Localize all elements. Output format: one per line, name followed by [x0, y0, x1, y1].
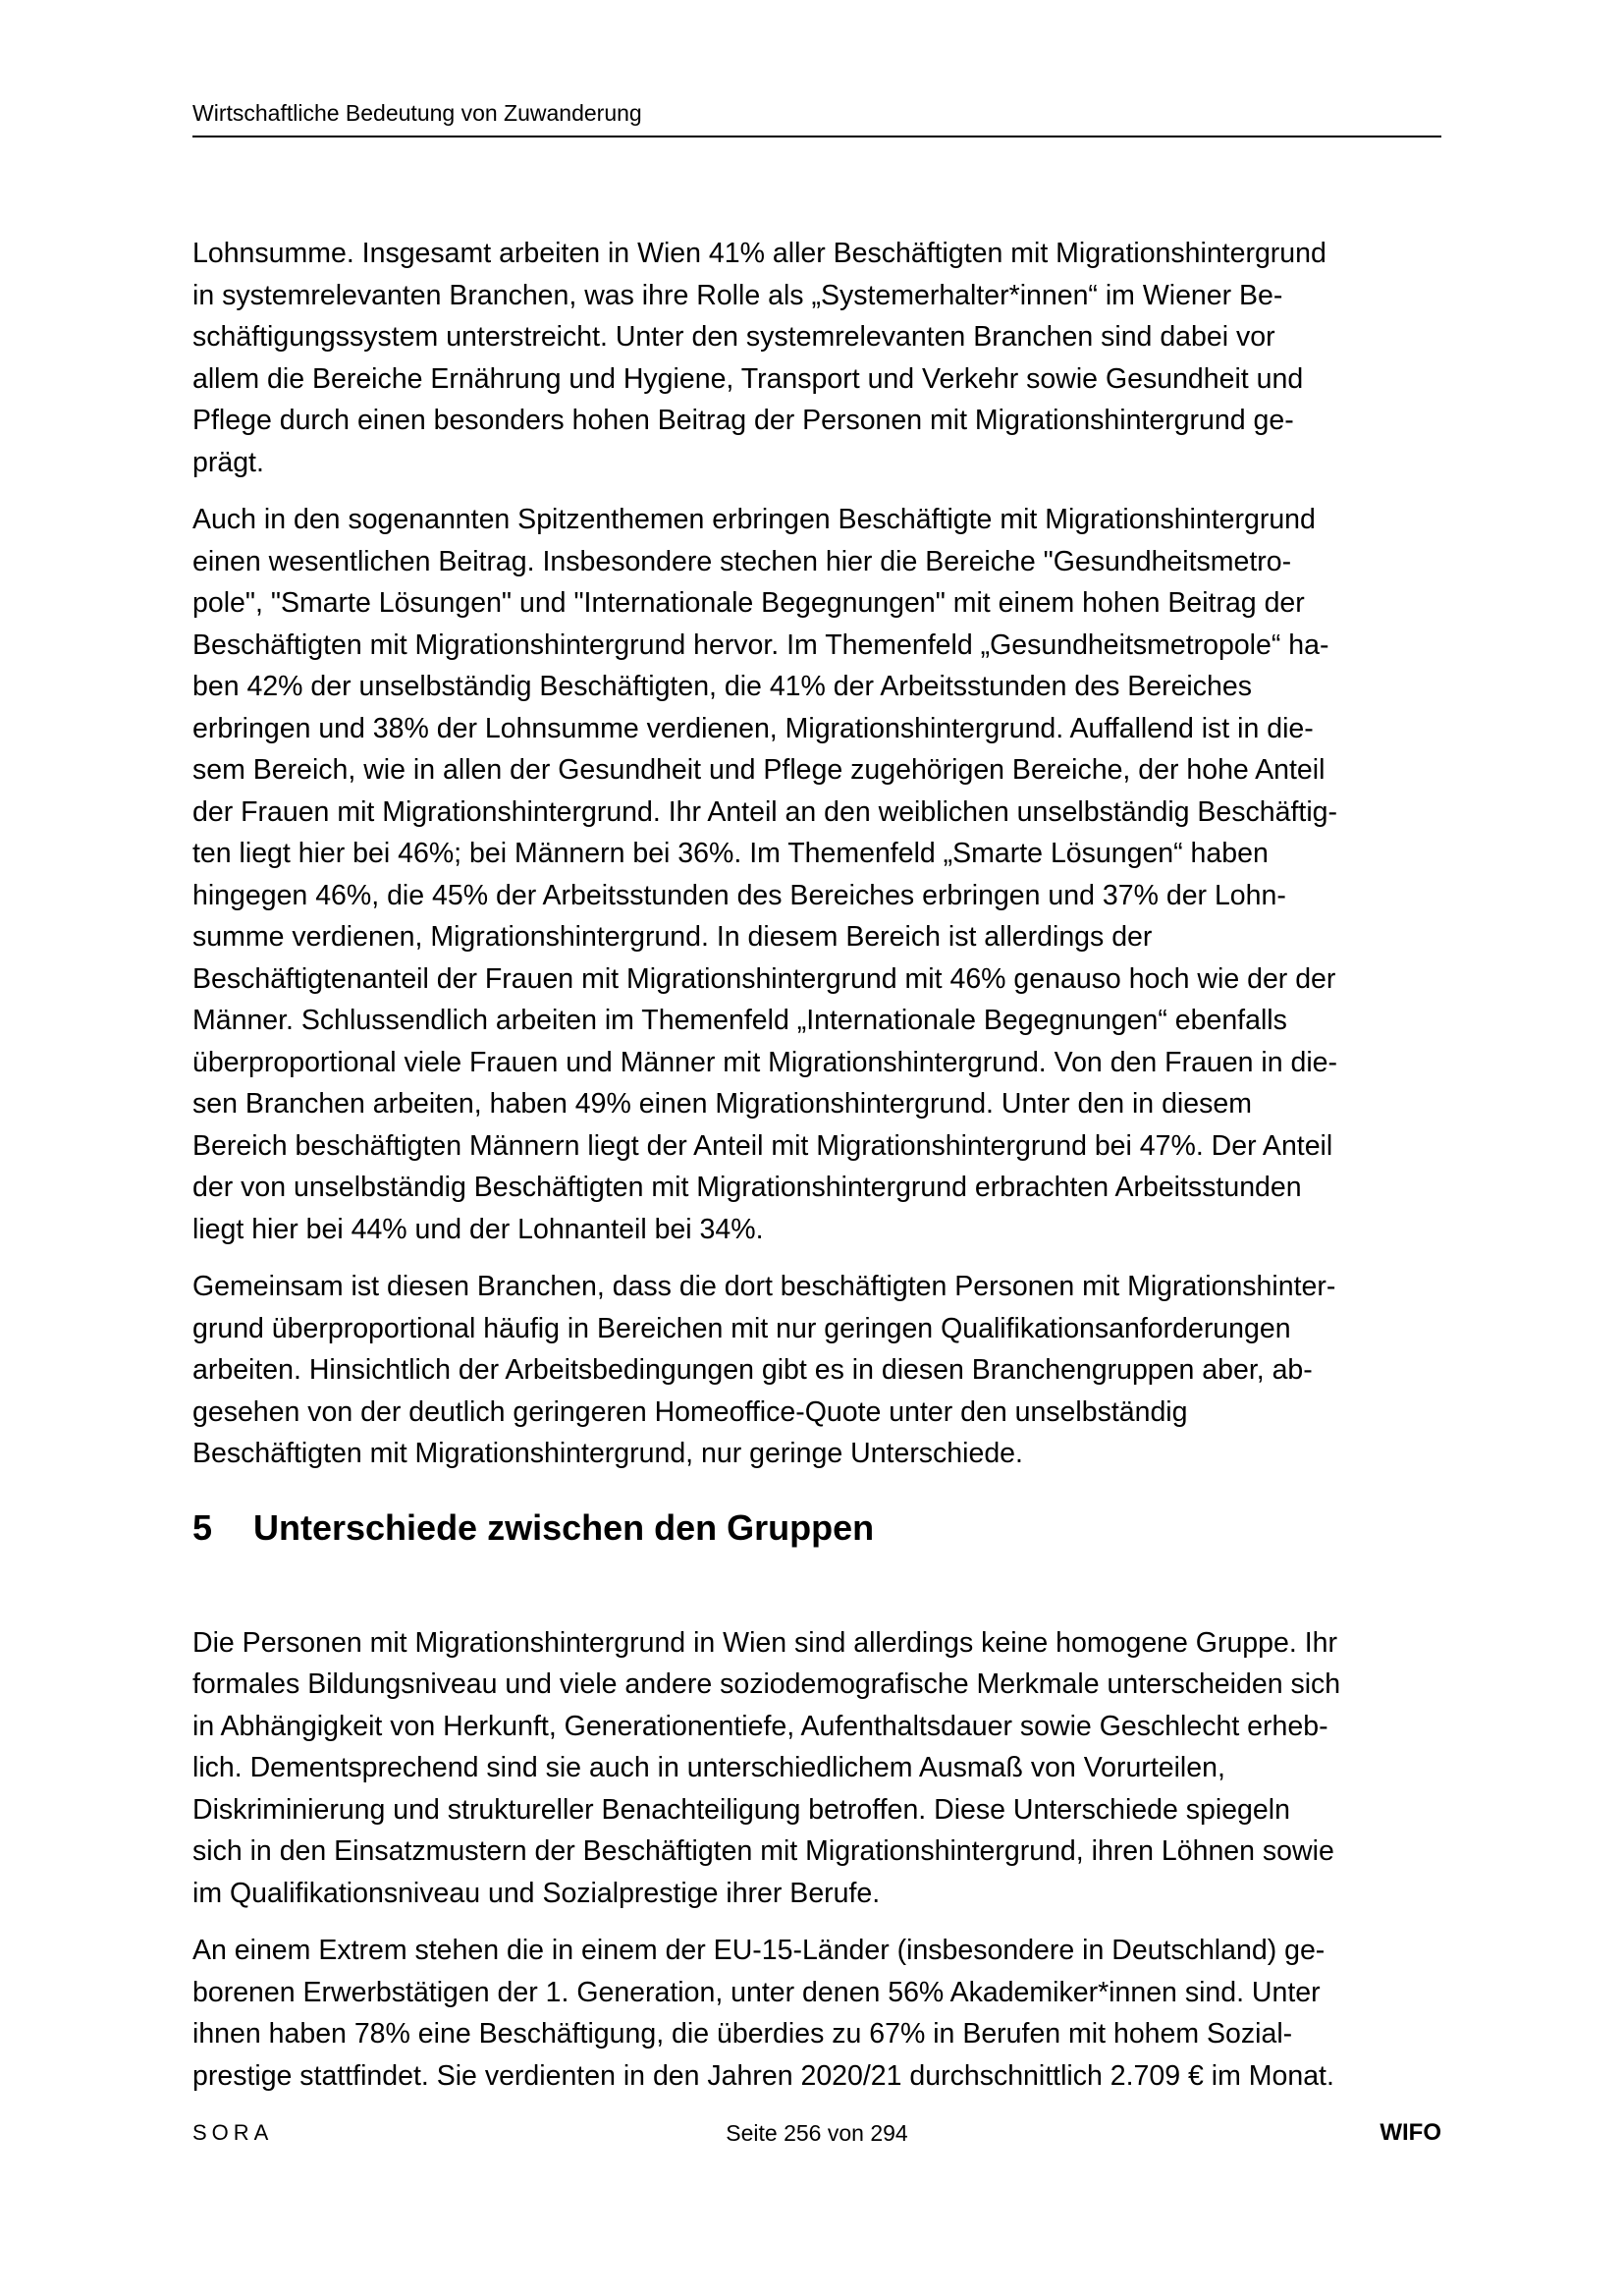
text-line: Bereich beschäftigten Männern liegt der Anteil mit Migrationshintergrund bei 47%. Der Anteil: [192, 1129, 1333, 1162]
text-line: sen Branchen arbeiten, haben 49% einen Migrationshintergrund. Unter den in diesem: [192, 1088, 1252, 1120]
page-body: [192, 233, 1441, 2112]
text-line: ben 42% der unselbständig Beschäftigten, die 41% der Arbeitsstunden des Bereiches: [192, 671, 1252, 702]
section-heading: [192, 1504, 1441, 1552]
text-line: lich. Dementsprechend sind sie auch in unterschiedlichem Ausmaß von Vorurteilen,: [192, 1752, 1225, 1783]
text-line: Pflege durch einen besonders hohen Beitrag der Personen mit Migrationshintergrund ge-: [192, 405, 1294, 436]
body-paragraph: [192, 1266, 1441, 1475]
text-line: prägt.: [192, 446, 264, 478]
page-footer: [192, 2116, 1441, 2150]
text-line: An einem Extrem stehen die in einem der EU-15-Länder (insbesondere in Deutschland) ge-: [192, 1935, 1326, 1966]
text-line: liegt hier bei 44% und der Lohnanteil bei 34%.: [192, 1213, 764, 1245]
text-line: der Frauen mit Migrationshintergrund. Ihr Anteil an den weiblichen unselbständig Beschäftig-: [192, 795, 1337, 828]
text-line: formales Bildungsniveau und viele andere soziodemografische Merkmale unterscheiden sich: [192, 1668, 1341, 1700]
text-line: Beschäftigtenanteil der Frauen mit Migrationshintergrund mit 46% genauso hoch wie der der: [192, 962, 1336, 995]
text-line: prestige stattfindet. Sie verdienten in den Jahren 2020/21 durchschnittlich 2.709 € im Monat.: [192, 2059, 1334, 2092]
text-line: sich in den Einsatzmustern der Beschäftigten mit Migrationshintergrund, ihren Löhnen sowie: [192, 1835, 1334, 1867]
text-line: arbeiten. Hinsichtlich der Arbeitsbedingungen gibt es in diesen Branchengruppen aber, ab-: [192, 1354, 1313, 1386]
running-header-title: Wirtschaftliche Bedeutung von Zuwanderung: [192, 100, 642, 126]
text-line: erbringen und 38% der Lohnsumme verdienen, Migrationshintergrund. Auffallend ist in die-: [192, 712, 1314, 744]
text-line: gesehen von der deutlich geringeren Homeoffice-Quote unter den unselbständig: [192, 1395, 1188, 1428]
text-line: pole", "Smarte Lösungen" und "Internationale Begegnungen" mit einem hohen Beitrag der: [192, 587, 1305, 619]
section-paragraph: [192, 1930, 1441, 2097]
text-line: im Qualifikationsniveau und Sozialprestige ihrer Berufe.: [192, 1877, 881, 1909]
footer-org-right: WIFO: [1380, 2119, 1441, 2146]
text-line: einen wesentlichen Beitrag. Insbesondere stechen hier die Bereiche "Gesundheitsmetro-: [192, 545, 1292, 577]
text-line: Die Personen mit Migrationshintergrund in Wien sind allerdings keine homogene Gruppe. Ihr: [192, 1626, 1337, 1659]
text-line: schäftigungssystem unterstreicht. Unter den systemrelevanten Branchen sind dabei vor: [192, 321, 1275, 353]
text-line: in Abhängigkeit von Herkunft, Generationentiefe, Aufenthaltsdauer sowie Geschlecht erheb-: [192, 1710, 1328, 1742]
text-line: sem Bereich, wie in allen der Gesundheit und Pflege zugehörigen Bereiche, der hohe Anteil: [192, 754, 1326, 786]
text-line: Beschäftigten mit Migrationshintergrund, nur geringe Unterschiede.: [192, 1438, 1023, 1469]
footer-org-left: SORA: [192, 2120, 274, 2145]
text-line: Gemeinsam ist diesen Branchen, dass die dort beschäftigten Personen mit Migrationshinter-: [192, 1271, 1336, 1302]
text-line: Auch in den sogenannten Spitzenthemen erbringen Beschäftigte mit Migrationshintergrund: [192, 504, 1316, 535]
text-line: grund überproportional häufig in Bereichen mit nur geringen Qualifikationsanforderungen: [192, 1312, 1291, 1344]
text-line: überproportional viele Frauen und Männer mit Migrationshintergrund. Von den Frauen in die-: [192, 1046, 1338, 1078]
text-line: Männer. Schlussendlich arbeiten im Themenfeld „Internationale Begegnungen“ ebenfalls: [192, 1005, 1287, 1036]
running-header: [192, 98, 1441, 137]
section-paragraph: [192, 1622, 1441, 1915]
text-line: summe verdienen, Migrationshintergrund. In diesem Bereich ist allerdings der: [192, 921, 1153, 953]
text-line: Diskriminierung und struktureller Benachteiligung betroffen. Diese Unterschiede spiegeln: [192, 1793, 1290, 1826]
text-line: Beschäftigten mit Migrationshintergrund hervor. Im Themenfeld „Gesundheitsmetropole“ ha-: [192, 629, 1329, 661]
page-number: Seite 256 von 294: [726, 2120, 908, 2146]
body-paragraph: [192, 233, 1441, 483]
section-number: 5: [192, 1506, 213, 1548]
text-line: ihnen haben 78% eine Beschäftigung, die überdies zu 67% in Berufen mit hohem Sozial-: [192, 2018, 1293, 2050]
text-line: borenen Erwerbstätigen der 1. Generation, unter denen 56% Akademiker*innen sind. Unter: [192, 1976, 1321, 2008]
text-line: in systemrelevanten Branchen, was ihre Rolle als „Systemerhalter*innen“ im Wiener Be-: [192, 279, 1283, 311]
text-line: allem die Bereiche Ernährung und Hygiene, Transport und Verkehr sowie Gesundheit und: [192, 362, 1304, 395]
text-line: ten liegt hier bei 46%; bei Männern bei 36%. Im Themenfeld „Smarte Lösungen“ haben: [192, 838, 1269, 869]
section-title: Unterschiede zwischen den Gruppen: [253, 1506, 875, 1548]
text-line: hingegen 46%, die 45% der Arbeitsstunden des Bereiches erbringen und 37% der Lohn-: [192, 879, 1286, 911]
body-paragraph: [192, 499, 1441, 1250]
text-line: Lohnsumme. Insgesamt arbeiten in Wien 41% aller Beschäftigten mit Migrationshintergrund: [192, 238, 1326, 269]
text-line: der von unselbständig Beschäftigten mit Migrationshintergrund erbrachten Arbeitsstunden: [192, 1172, 1302, 1203]
